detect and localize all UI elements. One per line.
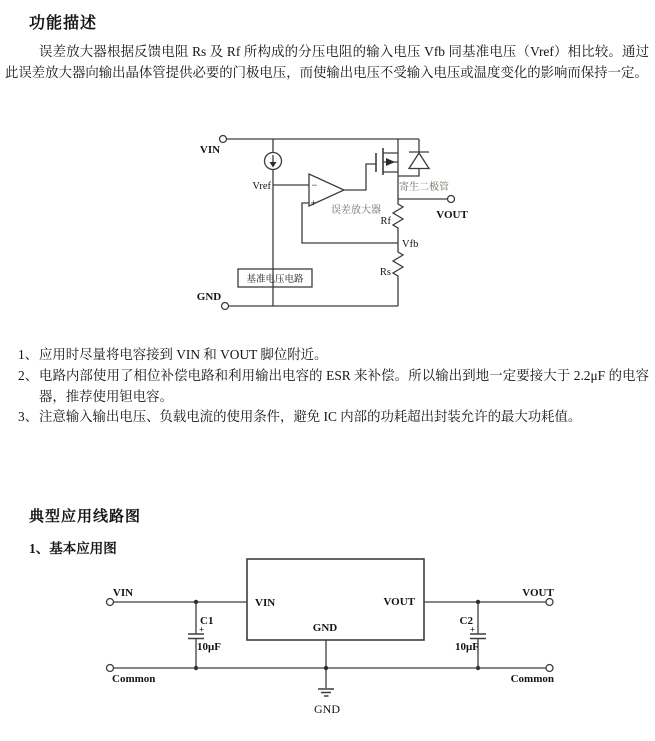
internal-block-diagram	[190, 125, 480, 320]
c2-polarity-sign: +	[469, 624, 475, 635]
opamp-plus-sign: +	[310, 198, 317, 210]
ground-label: GND	[314, 702, 340, 716]
parasitic-diode-symbol	[398, 139, 429, 176]
common-right-label: Common	[510, 673, 554, 685]
vin-terminal-label: VIN	[112, 587, 134, 599]
gnd-terminal-circle	[222, 303, 229, 310]
capacitor-c2-symbol	[470, 600, 486, 670]
function-description-paragraph: 误差放大器根据反馈电阻 Rs 及 Rf 所构成的分压电阻的输入电压 Vfb 同基准电压（Vref）相比较。通过此误差放大器向输出晶体管提供必要的门极电压，而使输出电压不受输入电压或温度变化的影响而保持一定。	[5, 44, 649, 80]
section-title-typical-application: 典型应用线路图	[29, 509, 142, 525]
c2-name-label: C2	[459, 615, 473, 627]
vout-terminal-circle	[546, 599, 553, 606]
ic-pin-vout-label: VOUT	[383, 596, 415, 608]
parasitic-diode-label: 寄生二极管	[399, 182, 449, 193]
rf-label: Rf	[380, 216, 391, 227]
list-item-text: 应用时尽量将电容接到 VIN 和 VOUT 脚位附近。	[39, 347, 328, 362]
resistor-rf-symbol	[393, 199, 403, 243]
c1-value-label: 10μF	[197, 641, 221, 653]
subsection-title-basic-application: 1、基本应用图	[29, 541, 117, 556]
vout-terminal-label: VOUT	[522, 587, 554, 599]
rs-label: Rs	[379, 267, 391, 278]
list-item-number: 1、	[18, 347, 39, 362]
c1-name-label: C1	[200, 615, 214, 627]
vin-label: VIN	[199, 144, 221, 156]
gate-wire	[344, 164, 376, 190]
list-item-text: 电路内部使用了相位补偿电路和利用输出电容的 ESR 来补偿。所以输出到地一定要接大于 2.2μF 的电容器，推荐使用钽电容。	[39, 367, 649, 404]
common-left-label: Common	[112, 673, 156, 685]
list-item-number: 2、	[18, 367, 39, 383]
vout-label: VOUT	[436, 209, 468, 221]
vfb-label: Vfb	[402, 239, 419, 250]
reference-voltage-label: 基准电压电路	[246, 275, 304, 285]
gnd-label: GND	[196, 291, 222, 303]
common-left-terminal-circle	[107, 665, 114, 672]
vin-terminal-circle	[220, 136, 227, 143]
ic-pin-vin-label: VIN	[255, 597, 276, 609]
list-item	[18, 366, 649, 408]
c2-value-label: 10μF	[455, 641, 479, 653]
capacitor-c1-symbol	[188, 600, 204, 670]
list-item	[18, 345, 649, 366]
resistor-rs-symbol	[393, 243, 403, 306]
c1-polarity-sign: +	[199, 624, 205, 635]
vout-terminal-circle	[448, 196, 455, 203]
basic-application-circuit	[95, 555, 560, 720]
vref-label: Vref	[252, 181, 271, 192]
common-right-terminal-circle	[546, 665, 553, 672]
opamp-minus-sign: −	[311, 180, 318, 192]
ic-pin-gnd-label: GND	[312, 622, 338, 634]
list-item-text: 注意输入输出电压、负载电流的使用条件，避免 IC 内部的功耗超出封装允许的最大功耗值。	[39, 409, 582, 425]
section-title-function-description: 功能描述	[29, 15, 98, 32]
list-item	[18, 407, 649, 428]
mosfet-symbol	[376, 139, 398, 199]
error-amplifier-label: 误差放大器	[331, 205, 381, 216]
vin-terminal-circle	[107, 599, 114, 606]
application-notes-list	[18, 345, 649, 428]
list-item-number: 3、	[18, 409, 39, 425]
